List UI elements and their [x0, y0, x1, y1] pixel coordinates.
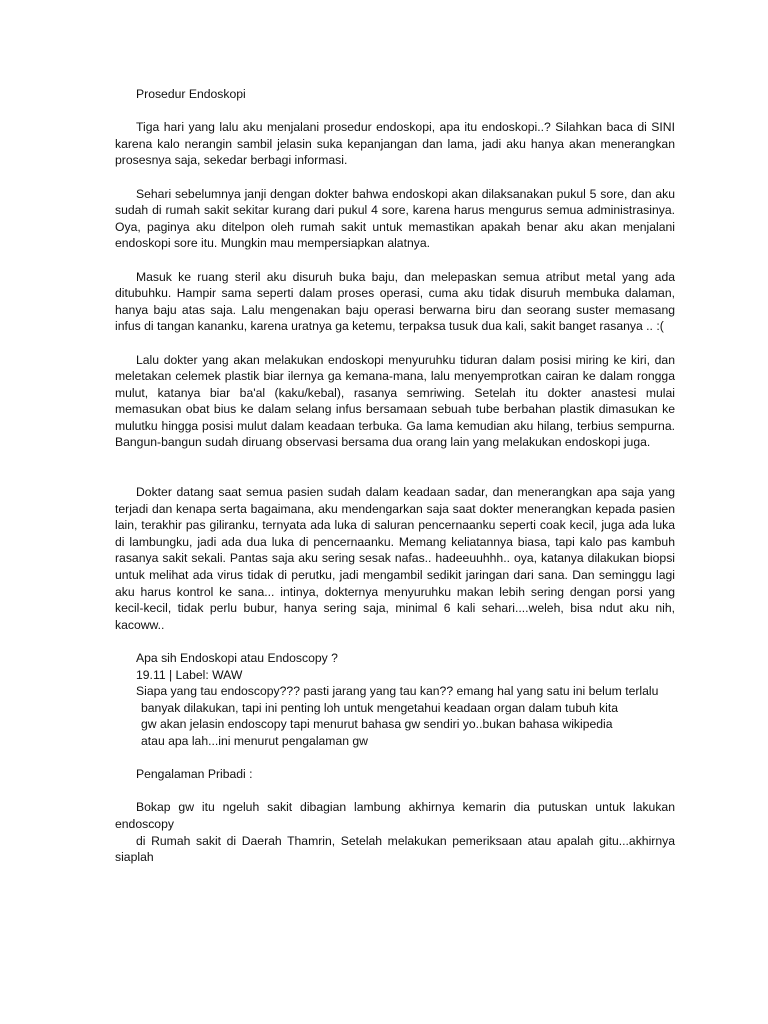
paragraph-2: Sehari sebelumnya janji dengan dokter bahwa endoskopi akan dilaksanakan pukul 5 sore, dan aku sudah di rumah sakit sekitar kurang dari pukul 4 sore, karena harus mengurus semua administrasinya. Oya, paginya aku ditelpon oleh rumah sakit untuk memastikan apakah benar aku akan menjalani endoskopi sore itu. Mungkin mau mempersiapkan alatnya.: [115, 186, 675, 251]
document-page: [115, 86, 675, 866]
paragraph-6-line-4: atau apa lah...ini menurut pengalaman gw: [141, 733, 368, 748]
paragraph-7: Bokap gw itu ngeluh sakit dibagian lambung akhirnya kemarin dia putuskan untuk lakukan endoscopy: [115, 800, 675, 831]
paragraph-8: di Rumah sakit di Daerah Thamrin, Setelah melakukan pemeriksaan atau apalah gitu...akhirnya siaplah: [115, 833, 675, 865]
paragraph-3: Masuk ke ruang steril aku disuruh buka baju, dan melepaskan semua atribut metal yang ada ditubuhku. Hampir sama seperti dalam proses operasi, cuma aku tidak disuruh membuka dalaman, hanya baju atas saja. Lalu mengenakan baju operasi berwarna biru dan seorang suster memasang infus di tangan kananku, karena uratnya ga ketemu, terpaksa tusuk dua kali, sakit banget rasanya .. :(: [115, 269, 675, 334]
paragraph-4: Lalu dokter yang akan melakukan endoskopi menyuruhku tiduran dalam posisi miring ke kiri, dan meletakan celemek plastik biar ilernya ga kemana-mana, lalu menyemprotkan cairan ke dalam rongga mulut, katanya biar ba'al (kaku/kebal), rasanya semriwing. Setelah itu dokter anastesi mulai memasukan obat bius ke dalam selang infus bersamaan sebuah tube berbahan plastik dimasukan ke mulutku hingga posisi mulut dalam keadaan terbuka. Ga lama kemudian aku hilang, terbius sempurna. Bangun-bangun sudah diruang observasi bersama dua orang lain yang melakukan endoskopi juga.: [115, 352, 675, 450]
paragraph-6-line-2: banyak dilakukan, tapi ini penting loh untuk mengetahui keadaan organ dalam tubuh kita: [141, 700, 619, 715]
paragraph-5: Dokter datang saat semua pasien sudah dalam keadaan sadar, dan menerangkan apa saja yang terjadi dan kenapa serta bagaimana, aku mendengarkan saja saat dokter menerangkan kepada pasien lain, terakhir pas giliranku, ternyata ada luka di saluran pencernaanku seperti coak kecil, juga ada luka di lambungku, jadi ada dua luka di pencernaanku. Memang keliatannya biasa, tapi kalo pas kambuh rasanya sakit sekali. Pantas saja aku sering sesak nafas.. hadeeuuhhh.. oya, katanya dilakukan biopsi untuk melihat ada virus tidak di perutku, jadi mengambil sedikit jaringan dari sana. Dan seminggu lagi aku harus kontrol ke sana... intinya, dokternya menyuruhku makan lebih sering dengan porsi yang kecil-kecil, tidak perlu bubur, hanya sering saja, minimal 6 kali sehari....weleh, bisa ndut aku nih, kacoww..: [115, 485, 675, 632]
paragraph-6: Siapa yang tau endoscopy??? pasti jarang yang tau kan?? emang hal yang satu ini belum terlalu: [136, 684, 659, 699]
paragraph-6-line-3: gw akan jelasin endoscopy tapi menurut bahasa gw sendiri yo..bukan bahasa wikipedia: [141, 717, 613, 732]
section-title-pengalaman: Pengalaman Pribadi :: [136, 767, 253, 782]
paragraph-1: Tiga hari yang lalu aku menjalani prosedur endoskopi, apa itu endoskopi..? Silahkan baca di SINI karena kalo nerangin sambil jelasin suka kepanjangan dan lama, jadi aku hanya akan menerangkan prosesnya saja, sekedar berbagi informasi.: [115, 120, 675, 168]
document-title: Prosedur Endoskopi: [136, 87, 246, 101]
section-title-endoskopi: Apa sih Endoskopi atau Endoscopy ?: [136, 651, 338, 665]
post-meta-line: 19.11 | Label: WAW: [136, 667, 243, 682]
